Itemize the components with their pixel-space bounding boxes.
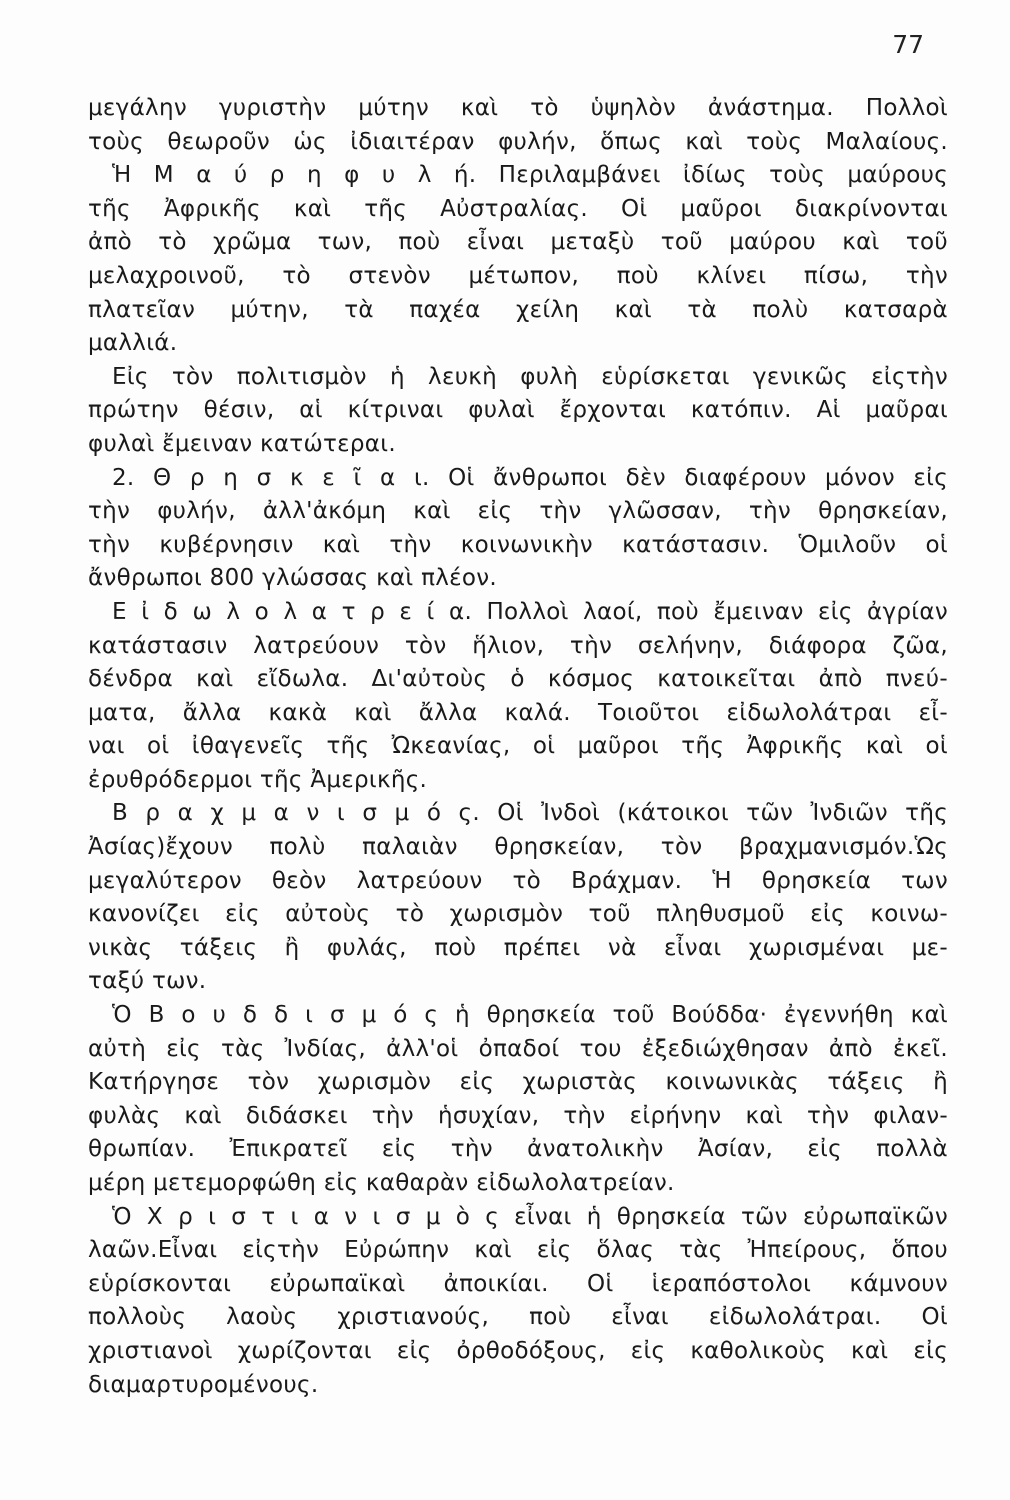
text-line: Κατήργησε τὸν χωρισμὸν εἰς χωριστὰς κοινωνικὰς τάξεις ἢ: [88, 1069, 948, 1096]
text-line: μεγάλην γυριστὴν μύτην καὶ τὸ ὑψηλὸν ἀνάστημα. Πολλοὶ: [88, 95, 948, 121]
text-line: Ἀσίας)ἔχουν πολὺ παλαιὰν θρησκείαν, τὸν βραχμανισμόν.Ὡς: [88, 834, 948, 861]
text-line: τῆς Ἀφρικῆς καὶ τῆς Αὐστραλίας. Οἱ μαῦροι διακρίνονται: [88, 195, 948, 222]
text-line: πρώτην θέσιν, αἱ κίτριναι φυλαὶ ἔρχονται κατόπιν. Αἱ μαῦραι: [88, 397, 948, 424]
text-line: χριστιανοὶ χωρίζονται εἰς ὀρθοδόξους, εἰς καθολικοὺς καὶ εἰς: [88, 1337, 948, 1364]
text-line: θρωπίαν. Ἐπικρατεῖ εἰς τὴν ἀνατολικὴν Ἀσίαν, εἰς πολλὰ: [88, 1136, 948, 1163]
text-line: μελαχροινοῦ, τὸ στενὸν μέτωπον, ποὺ κλίνει πίσω, τὴν: [88, 262, 948, 289]
text-line: πολλοὺς λαοὺς χριστιανούς, ποὺ εἶναι εἰδωλολάτραι. Οἱ: [88, 1304, 948, 1331]
text-line: ἐρυθρόδερμοι τῆς Ἀμερικῆς.: [88, 766, 428, 793]
text-line: μεγαλύτερον θεὸν λατρεύουν τὸ Βράχμαν. Ἡ θρησκεία των: [88, 867, 948, 894]
text-line: Ὁ Β ο υ δ δ ι σ μ ό ς ἡ θρησκεία τοῦ Βούδδα· ἐγεννήθη καὶ: [112, 1002, 948, 1029]
text-line: κανονίζει εἰς αὐτοὺς τὸ χωρισμὸν τοῦ πληθυσμοῦ εἰς κοινω-: [88, 901, 948, 928]
text-line: διαμαρτυρομένους.: [88, 1371, 319, 1398]
text-line: ἀπὸ τὸ χρῶμα των, ποὺ εἶναι μεταξὺ τοῦ μαύρου καὶ τοῦ: [88, 229, 948, 256]
text-line: δένδρα καὶ εἴδωλα. Δι'αὐτοὺς ὁ κόσμος κατοικεῖται ἀπὸ πνεύ-: [88, 666, 948, 693]
text-line: φυλαὶ ἔμειναν κατώτεραι.: [88, 430, 396, 457]
text-line: τὴν κυβέρνησιν καὶ τὴν κοινωνικὴν κατάστασιν. Ὁμιλοῦν οἱ: [88, 531, 948, 558]
text-line: ναι οἱ ἰθαγενεῖς τῆς Ὠκεανίας, οἱ μαῦροι τῆς Ἀφρικῆς καὶ οἱ: [88, 733, 948, 760]
text-line: μαλλιά.: [88, 330, 178, 357]
text-line: φυλὰς καὶ διδάσκει τὴν ἡσυχίαν, τὴν εἰρήνην καὶ τὴν φιλαν-: [88, 1102, 948, 1129]
text-line: εὑρίσκονται εὐρωπαϊκαὶ ἀποικίαι. Οἱ ἱεραπόστολοι κάμνουν: [88, 1270, 948, 1297]
text-line: 2. Θ ρ η σ κ ε ῖ α ι. Οἱ ἄνθρωποι δὲν διαφέρουν μόνον εἰς: [112, 464, 948, 491]
text-line: Εἰς τὸν πολιτισμὸν ἡ λευκὴ φυλὴ εὑρίσκεται γενικῶς εἰςτὴν: [112, 363, 948, 390]
text-line: ματα, ἄλλα κακὰ καὶ ἄλλα καλά. Τοιοῦτοι εἰδωλολάτραι εἶ-: [88, 699, 948, 726]
text-line: πλατεῖαν μύτην, τὰ παχέα χείλη καὶ τὰ πολὺ κατσαρὰ: [88, 296, 948, 323]
text-line: Ε ἰ δ ω λ ο λ α τ ρ ε ί α. Πολλοὶ λαοί, ποὺ ἔμειναν εἰς ἀγρίαν: [112, 598, 948, 625]
text-line: αὐτὴ εἰς τὰς Ἰνδίας, ἀλλ'οἱ ὀπαδοί του ἐξεδιώχθησαν ἀπὸ ἐκεῖ.: [88, 1035, 948, 1062]
text-line: Ὁ Χ ρ ι σ τ ι α ν ι σ μ ὸ ς εἶναι ἡ θρησκεία τῶν εὐρωπαϊκῶν: [112, 1203, 948, 1230]
body-text: [88, 92, 948, 1402]
text-line: τὴν φυλήν, ἀλλ'ἀκόμη καὶ εἰς τὴν γλῶσσαν, τὴν θρησκείαν,: [88, 498, 948, 525]
text-line: κατάστασιν λατρεύουν τὸν ἥλιον, τὴν σελήνην, διάφορα ζῶα,: [88, 632, 948, 659]
text-line: νικὰς τάξεις ἢ φυλάς, ποὺ πρέπει νὰ εἶναι χωρισμέναι με-: [88, 934, 948, 961]
text-line: Β ρ α χ μ α ν ι σ μ ό ς. Οἱ Ἰνδοὶ (κάτοικοι τῶν Ἰνδιῶν τῆς: [112, 800, 948, 827]
text-line: τοὺς θεωροῦν ὡς ἰδιαιτέραν φυλήν, ὅπως καὶ τοὺς Μαλαίους.: [88, 128, 948, 155]
text-line: Ἡ Μ α ύ ρ η φ υ λ ή. Περιλαμβάνει ἰδίως τοὺς μαύρους: [112, 162, 948, 189]
text-line: μέρη μετεμορφώθη εἰς καθαρὰν εἰδωλολατρείαν.: [88, 1170, 675, 1196]
text-line: λαῶν.Εἶναι εἰςτὴν Εὐρώπην καὶ εἰς ὅλας τὰς Ἠπείρους, ὅπου: [88, 1237, 948, 1264]
page-number: 77: [892, 30, 924, 59]
text-line: ταξύ των.: [88, 968, 207, 995]
text-line: ἄνθρωποι 800 γλώσσας καὶ πλέον.: [88, 565, 498, 592]
